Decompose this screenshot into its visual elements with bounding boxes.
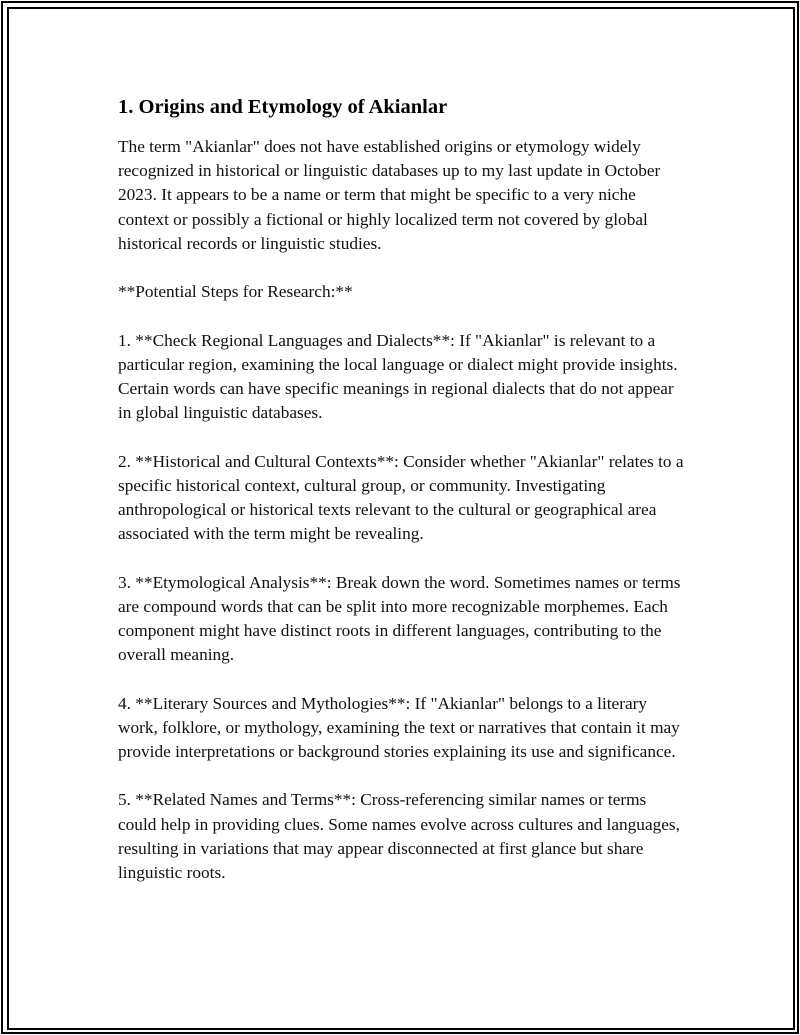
intro-paragraph: The term "Akianlar" does not have established origins or etymology widely recognized in historical or linguistic databases up to my last update in October 2023. It appears to be a name or term that might be specific to a very niche context or possibly a fictional or highly localized term not covered by global historical records or linguistic studies. xyxy=(118,137,661,253)
step-4-paragraph: 4. **Literary Sources and Mythologies**: If "Akianlar" belongs to a literary work, folklore, or mythology, examining the text or narratives that contain it may provide interpretations or background stories explaining its use and significance. xyxy=(118,693,680,761)
document-body xyxy=(118,93,688,909)
step-2-paragraph: 2. **Historical and Cultural Contexts**: Consider whether "Akianlar" relates to a specific historical context, cultural group, or community. Investigating anthropological or historical texts relevant to the cultural or geographical area associated with the term might be revealing. xyxy=(118,451,684,544)
document-title: 1. Origins and Etymology of Akianlar xyxy=(118,96,448,118)
step-1-paragraph: 1. **Check Regional Languages and Dialects**: If "Akianlar" is relevant to a particular region, examining the local language or dialect might provide insights. Certain words can have specific meanings in regional dialects that do not appear in global linguistic databases. xyxy=(118,330,678,423)
step-3-paragraph: 3. **Etymological Analysis**: Break down the word. Sometimes names or terms are compound words that can be split into more recognizable morphemes. Each component might have distinct roots in different languages, contributing to the overall meaning. xyxy=(118,572,681,665)
step-5-paragraph: 5. **Related Names and Terms**: Cross-referencing similar names or terms could help in providing clues. Some names evolve across cultures and languages, resulting in variations that may appear disconnected at first glance but share linguistic roots. xyxy=(118,790,680,882)
research-steps-heading: **Potential Steps for Research:** xyxy=(118,282,353,302)
